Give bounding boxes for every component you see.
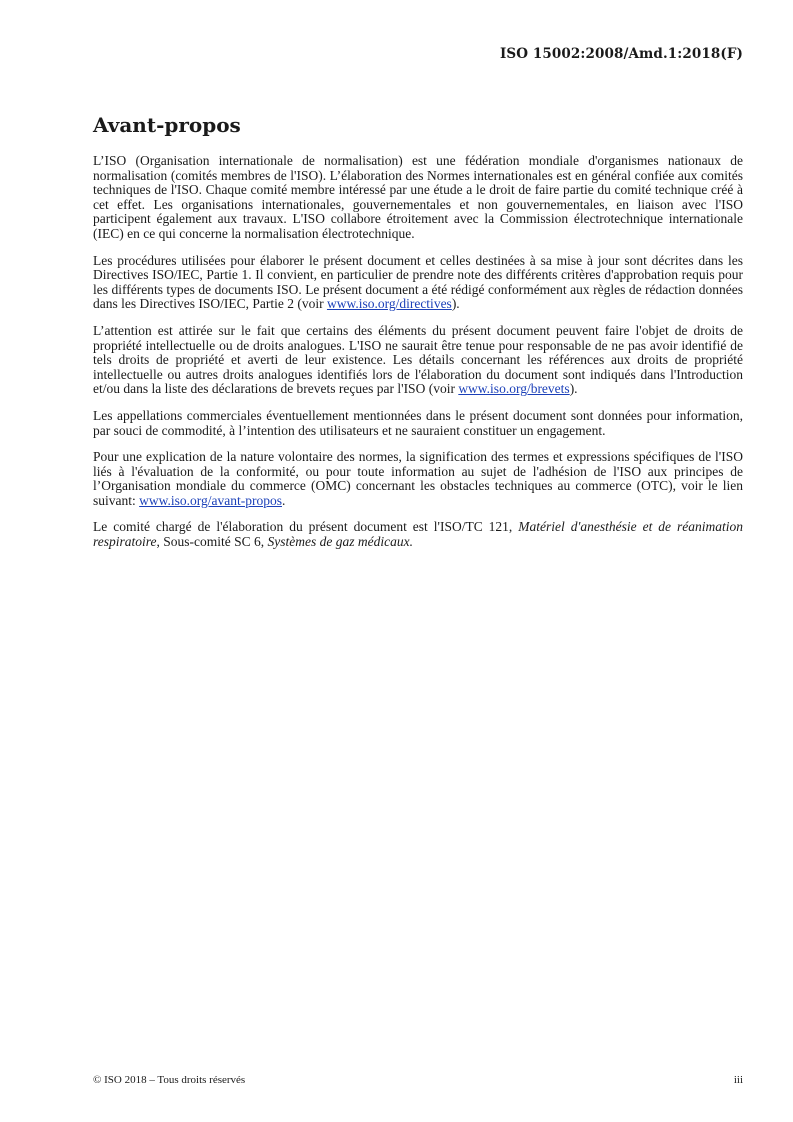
committee-text-1: Le comité chargé de l'élaboration du présent document est l'ISO/TC 121, [93,519,519,535]
subcommittee-title: Systèmes de gaz médicaux. [267,534,413,550]
paragraph-voluntary-nature-text: Pour une explication de la nature volontaire des normes, la signification des termes et expressions spécifiques de l'ISO liés à l'évaluation de la conformité, ou pour toute information au sujet de l'adhésion de l'ISO aux principes de l’Organisation mondiale du commerce (OMC) concernant les obstacles techniques au commerce (OTC), voir le lien suivant: [93,449,743,508]
patents-link[interactable]: www.iso.org/brevets [458,381,570,397]
paragraph-patents-end: ). [569,381,578,397]
paragraph-procedures-end: ). [451,296,460,312]
document-identifier: ISO 15002:2008/Amd.1:2018(F) [500,46,743,62]
directives-link[interactable]: www.iso.org/directives [326,296,452,312]
paragraph-patents-text: L’attention est attirée sur le fait que certains des éléments du présent document peuvent faire l'objet de droits de propriété intellectuelle ou de droits analogues. L'ISO ne saurait être tenue pour responsable de ne pas avoir identifié de tels droits de propriété et averti de leur existence. Les détails concernant les références aux droits de propriété intellectuelle ou autres droits analogues identifiés lors de l'élaboration du document sont indiqués dans l'Introduction et/ou dans la liste des déclarations de brevets reçues par l'ISO (voir [93,322,743,397]
paragraph-committee [93,520,743,549]
paragraph-procedures [93,254,743,312]
footer-copyright: © ISO 2018 – Tous droits réservés [93,1074,246,1086]
paragraph-organisation: L’ISO (Organisation internationale de normalisation) est une fédération mondiale d'organismes nationaux de normalisation (comités membres de l'ISO). L’élaboration des Normes internationales est en général confiée aux comités techniques de l'ISO. Chaque comité membre intéressé par une étude a le droit de faire partie du comité technique créé à cet effet. Les organisations internationales, gouvernementales et non gouvernementales, en liaison avec l'ISO participent également aux travaux. L'ISO collabore étroitement avec la Commission électrotechnique internationale (IEC) en ce qui concerne la normalisation électrotechnique. [93,153,743,241]
paragraph-voluntary-nature [93,450,743,508]
committee-title: Matériel d'anesthésie et de réanimation respiratoire [93,519,743,550]
committee-text-2: , Sous-comité SC 6, [156,534,268,550]
paragraph-trade-names: Les appellations commerciales éventuellement mentionnées dans le présent document sont données pour information, par souci de commodité, à l’intention des utilisateurs et ne sauraient constituer un engagement. [93,407,743,438]
page-number: iii [733,1074,743,1086]
section-heading: Avant-propos [93,113,241,137]
foreword-link[interactable]: www.iso.org/avant-propos [139,492,282,508]
paragraph-patents [93,324,743,397]
paragraph-voluntary-nature-end: . [281,492,286,508]
foreword-body [93,154,743,562]
paragraph-procedures-text: Les procédures utilisées pour élaborer le présent document et celles destinées à sa mise à jour sont décrites dans les Directives ISO/IEC, Partie 1. Il convient, en particulier de prendre note des différents critères d'approbation requis pour les différents types de documents ISO. Le présent document a été rédigé conformément aux règles de rédaction données dans les Directives ISO/IEC, Partie 2 (voir [93,252,743,312]
